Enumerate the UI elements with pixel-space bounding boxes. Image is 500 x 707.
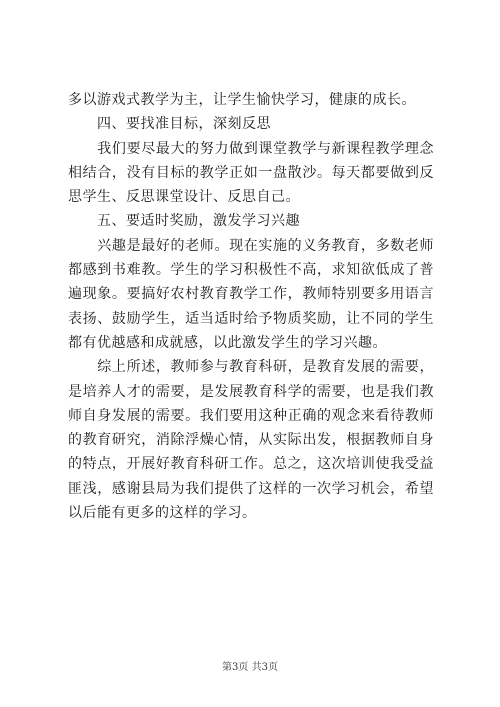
document-body: [68, 88, 434, 525]
section-heading-4: 四、要找准目标，深刻反思: [68, 116, 271, 133]
page-footer: 第3页 共3页: [222, 662, 278, 673]
paragraph-reflection: 我们要尽最大的努力做到课堂教学与新课程教学理念相结合，没有目标的教学正如一盘散沙。每天都要做到反思学生、反思课堂设计、反思自己。: [68, 140, 434, 206]
paragraph-interest: 兴趣是最好的老师。现在实施的义务教育，多数老师都感到书难教。学生的学习积极性不高，求知欲低成了普遍现象。要搞好农村教育教学工作，教师特别要多用语言表扬、鼓励学生，适当适时给予物质奖励，让不同的学生都有优越感和成就感，以此激发学生的学习兴趣。: [68, 237, 434, 351]
paragraph-conclusion: 综上所述，教师参与教育科研，是教育发展的需要，是培养人才的需要，是发展教育科学的需要，也是我们教师自身发展的需要。我们要用这种正确的观念来看待教师的教育研究，消除浮燥心情，从实际出发，根据教师自身的特点，开展好教育科研工作。总之，这次培训使我受益匪浅，感谢县局为我们提供了这样的一次学习机会，希望以后能有更多的这样的学习。: [68, 359, 434, 522]
section-heading-5: 五、要适时奖励，激发学习兴趣: [68, 213, 300, 230]
paragraph-continuation: 多以游戏式教学为主，让学生愉快学习，健康的成长。: [68, 92, 416, 108]
